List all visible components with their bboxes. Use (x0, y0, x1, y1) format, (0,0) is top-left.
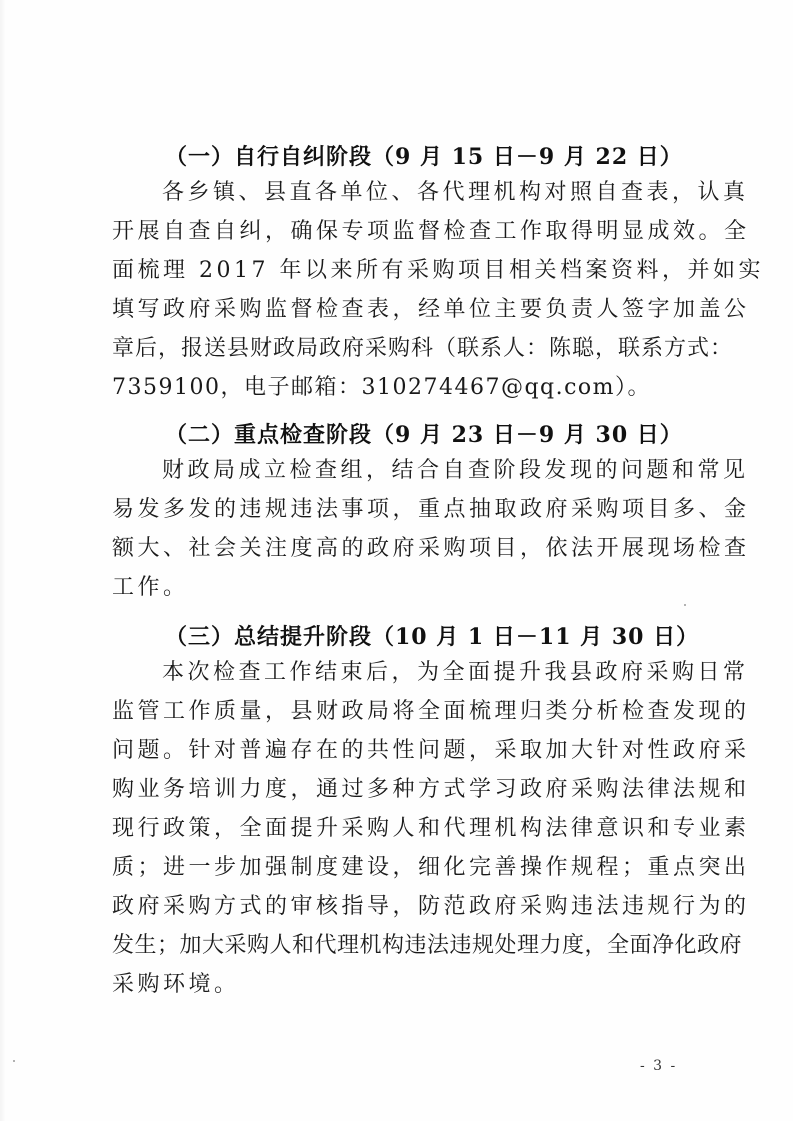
paragraph-line: 本次检查工作结束后，为全面提升我县政府采购日常 (162, 660, 749, 685)
paragraph-line: 现行政策，全面提升采购人和代理机构法律意识和专业素 (112, 816, 750, 841)
paragraph-line: 填写政府采购监督检查表，经单位主要负责人签字加盖公 (112, 297, 750, 322)
paragraph-line: 财政局成立检查组，结合自查阶段发现的问题和常见 (162, 458, 749, 483)
section-heading-1: （一）自行自纠阶段（9 月 15 日－9 月 22 日） (165, 144, 683, 170)
section-body-1 (112, 173, 764, 407)
section-body-2 (112, 451, 750, 607)
paragraph-line: 发生；加大采购人和代理机构违法违规处理力度，全面净化政府 (112, 933, 743, 958)
paragraph-line: 易发多发的违规违法事项，重点抽取政府采购项目多、金 (112, 497, 750, 522)
section-body-3 (112, 653, 750, 1004)
page-number: - 3 - (640, 1058, 678, 1074)
paragraph-line: 工作。 (112, 575, 189, 600)
scan-speck (684, 604, 686, 606)
paragraph-line: 监管工作质量，县财政局将全面梳理归类分析检查发现的 (112, 699, 750, 724)
paragraph-line: 各乡镇、县直各单位、各代理机构对照自查表，认真 (162, 180, 749, 205)
paragraph-line: 7359100，电子邮箱：310274467@qq.com）。 (112, 375, 652, 400)
section-heading-2: （二）重点检查阶段（9 月 23 日－9 月 30 日） (165, 422, 683, 448)
paragraph-line: 政府采购方式的审核指导，防范政府采购违法违规行为的 (112, 894, 750, 919)
paragraph-line: 章后，报送县财政局政府采购科（联系人：陈聪，联系方式： (112, 336, 734, 361)
paragraph-line: 面梳理 2017 年以来所有采购项目相关档案资料，并如实 (112, 258, 764, 283)
paragraph-line: 开展自查自纠，确保专项监督检查工作取得明显成效。全 (112, 219, 750, 244)
paragraph-line: 采购环境。 (112, 972, 240, 997)
section-heading-3: （三）总结提升阶段（10 月 1 日－11 月 30 日） (165, 624, 700, 650)
scan-edge-left (0, 0, 6, 1121)
paragraph-line: 购业务培训力度，通过多种方式学习政府采购法律法规和 (112, 777, 750, 802)
paragraph-line: 额大、社会关注度高的政府采购项目，依法开展现场检查 (112, 536, 750, 561)
paragraph-line: 质；进一步加强制度建设，细化完善操作规程；重点突出 (112, 855, 750, 880)
paragraph-line: 问题。针对普遍存在的共性问题，采取加大针对性政府采 (112, 738, 750, 763)
scan-speck (13, 1060, 15, 1062)
